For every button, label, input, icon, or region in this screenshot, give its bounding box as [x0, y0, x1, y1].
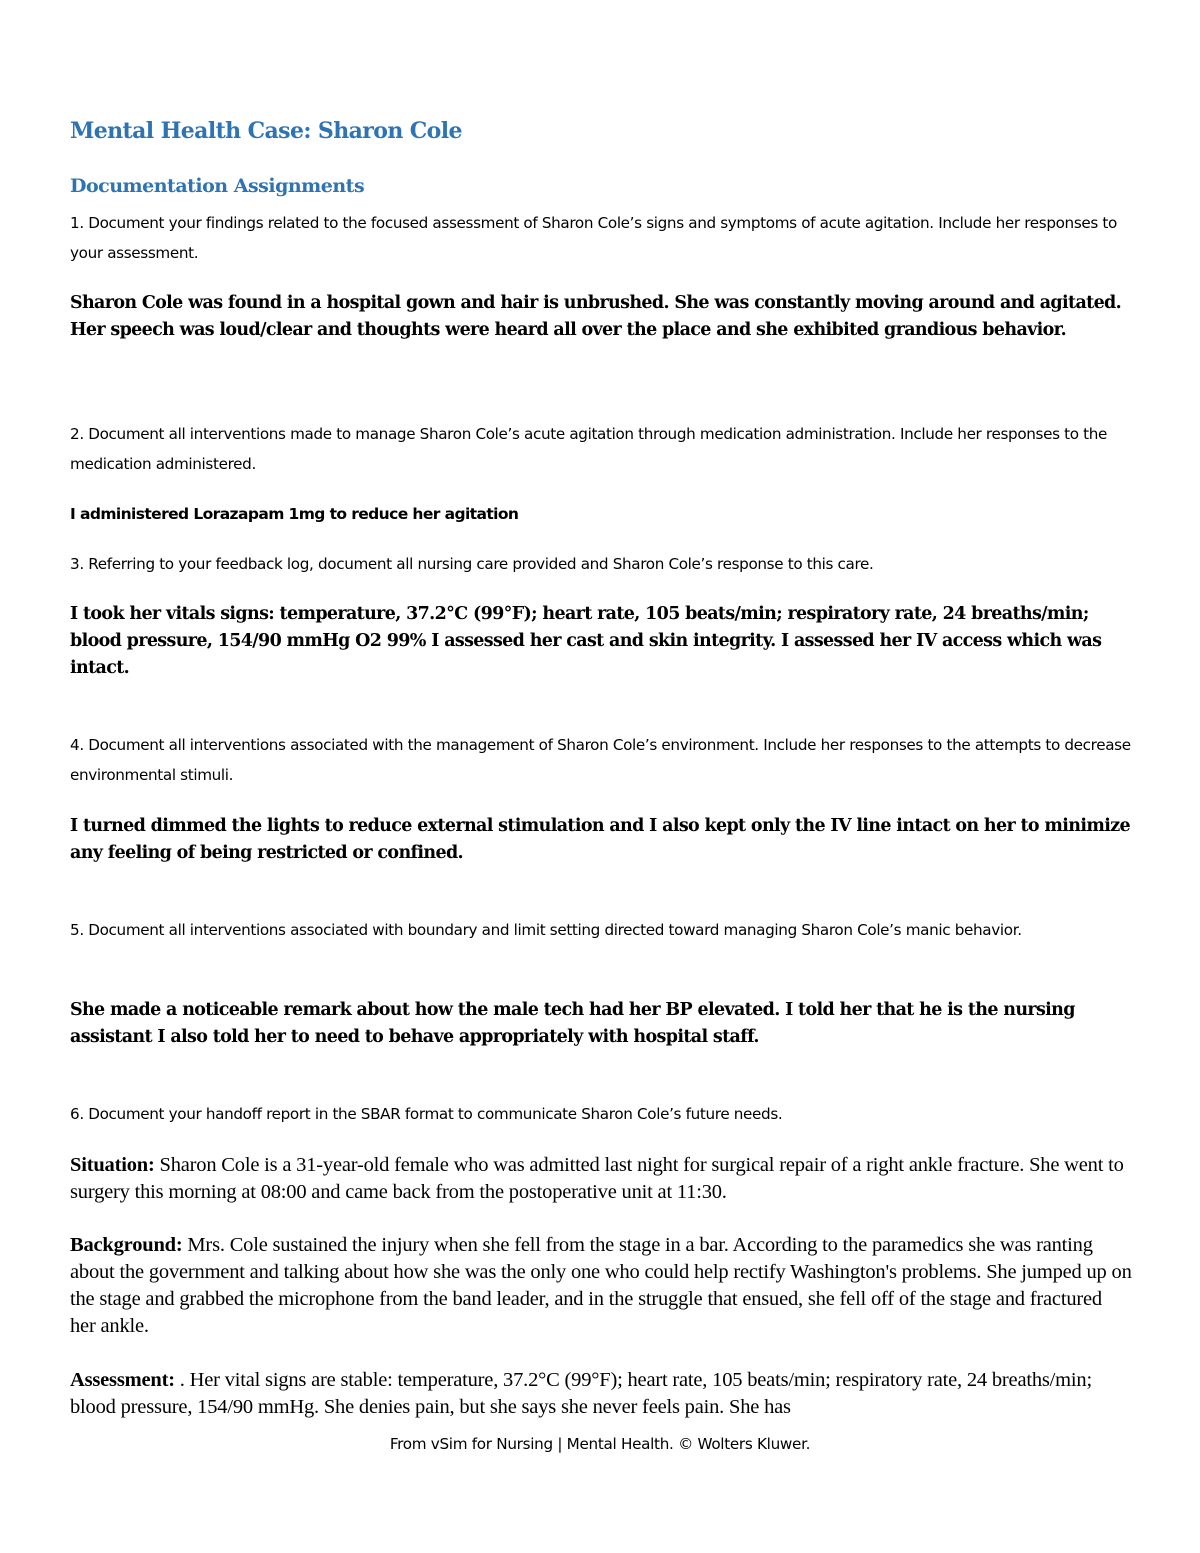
sbar-situation-text: Sharon Cole is a 31-year-old female who was admitted last night for surgical repair of a right ankle fracture. She went to surgery this morning at 08:00 and came back from the postoperative unit at 11:30. [70, 1154, 1124, 1203]
section-heading: Documentation Assignments [70, 175, 365, 197]
answer-3: I took her vitals signs: temperature, 37.2°C (99°F); heart rate, 105 beats/min; respiratory rate, 24 breaths/min; blood pressure, 154/90 mmHg O2 99% I assessed her cast and skin integrity. I assessed her IV access which was intact. [70, 604, 1102, 678]
sbar-assessment-label: Assessment: [70, 1369, 175, 1391]
sbar-assessment-text: . Her vital signs are stable: temperature, 37.2°C (99°F); heart rate, 105 beats/min; respiratory rate, 24 breaths/min; blood pressure, 154/90 mmHg. She denies pain, but she says she never feels pain. She has [70, 1369, 1092, 1418]
sbar-background-text: Mrs. Cole sustained the injury when she fell from the stage in a bar. According to the paramedics she was ranting about the government and talking about how she was the only one who could help rectify Washington's problems. She jumped up on the stage and grabbed the microphone from the band leader, and in the struggle that ensued, she fell off of the stage and fractured her ankle. [70, 1234, 1132, 1337]
question-1: 1. Document your findings related to the focused assessment of Sharon Cole’s signs and symptoms of acute agitation. Include her responses to your assessment. [70, 214, 1117, 262]
answer-2: I administered Lorazapam 1mg to reduce her agitation [70, 505, 519, 523]
document-title: Mental Health Case: Sharon Cole [70, 118, 462, 144]
sbar-background-label: Background: [70, 1234, 183, 1256]
question-3: 3. Referring to your feedback log, document all nursing care provided and Sharon Cole’s response to this care. [70, 555, 874, 573]
answer-4: I turned dimmed the lights to reduce external stimulation and I also kept only the IV line intact on her to minimize any feeling of being restricted or confined. [70, 816, 1130, 863]
question-4: 4. Document all interventions associated with the management of Sharon Cole’s environment. Include her responses to the attempts to decrease environmental stimuli. [70, 736, 1131, 784]
question-6: 6. Document your handoff report in the SBAR format to communicate Sharon Cole’s future needs. [70, 1105, 783, 1123]
answer-5: She made a noticeable remark about how the male tech had her BP elevated. I told her that he is the nursing assistant I also told her to need to behave appropriately with hospital staff. [70, 1000, 1075, 1047]
question-2: 2. Document all interventions made to manage Sharon Cole’s acute agitation through medication administration. Include her responses to the medication administered. [70, 425, 1108, 473]
sbar-situation-label: Situation: [70, 1154, 155, 1176]
question-5: 5. Document all interventions associated with boundary and limit setting directed toward managing Sharon Cole’s manic behavior. [70, 921, 1022, 939]
sbar-situation [70, 1152, 1132, 1206]
sbar-assessment [70, 1367, 1132, 1421]
page-footer: From vSim for Nursing | Mental Health. © Wolters Kluwer. [389, 1435, 811, 1453]
sbar-background [70, 1232, 1132, 1340]
answer-1: Sharon Cole was found in a hospital gown and hair is unbrushed. She was constantly moving around and agitated. Her speech was loud/clear and thoughts were heard all over the place and she exhibited grandious behavior. [70, 293, 1122, 340]
